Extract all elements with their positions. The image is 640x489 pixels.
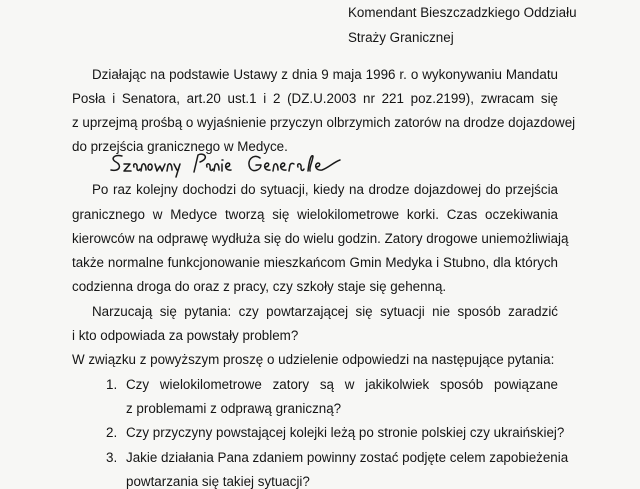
intro-line: Posła i Senatora, art.20 ust.1 i 2 (DZ.U.2003 nr 221 poz.2199), zwracam się (72, 91, 558, 106)
paragraph-line: granicznego w Medyce tworzą się wielokilometrowe korki. Czas oczekiwania (72, 207, 558, 222)
question-number: 3. (106, 450, 118, 465)
intro-line: do przejścia granicznego w Medyce. (72, 139, 288, 154)
paragraph-line: codzienna droga do oraz z pracy, czy szkoły staje się gehenną. (72, 279, 447, 294)
paragraph-line: Po raz kolejny dochodzi do sytuacji, kiedy na drodze dojazdowej do przejścia (92, 182, 558, 197)
paragraph-line: Narzucają się pytania: czy powtarzającej się sytuacji nie sposób zaradzić (92, 304, 558, 319)
handwritten-salutation (108, 150, 344, 178)
paragraph-line: także normalne funkcjonowanie mieszkańcom Gmin Medyka i Stubno, dla których (72, 255, 558, 270)
intro-line: Działając na podstawie Ustawy z dnia 9 maja 1996 r. o wykonywaniu Mandatu (92, 67, 558, 82)
paragraph-line: W związku z powyższym proszę o udzielenie odpowiedzi na następujące pytania: (72, 352, 555, 367)
addressee-line-2: Straży Granicznej (348, 30, 454, 45)
intro-line: z uprzejmą prośbą o wyjaśnienie przyczyn olbrzymich zatorów na drodze dojazdowej (72, 115, 576, 130)
paragraph-line: i kto odpowiada za powstały problem? (72, 328, 299, 343)
question-text: powtarzania się takiej sytuacji? (126, 474, 310, 489)
question-text: Czy wielokilometrowe zatory są w jakikolwiek sposób powiązane (126, 377, 558, 392)
paragraph-line: kierowców na odprawę wydłuża się do wielu godzin. Zatory drogowe uniemożliwiają (72, 231, 569, 246)
addressee-line-1: Komendant Bieszczadzkiego Oddziału (348, 5, 577, 20)
question-text: z problemami z odprawą graniczną? (126, 401, 342, 416)
question-text: Czy przyczyny powstającej kolejki leżą po stronie polskiej czy ukraińskiej? (126, 425, 565, 440)
question-number: 2. (106, 425, 118, 440)
question-number: 1. (106, 377, 118, 392)
question-text: Jakie działania Pana zdaniem powinny zostać podjęte celem zapobieżenia (126, 450, 569, 465)
